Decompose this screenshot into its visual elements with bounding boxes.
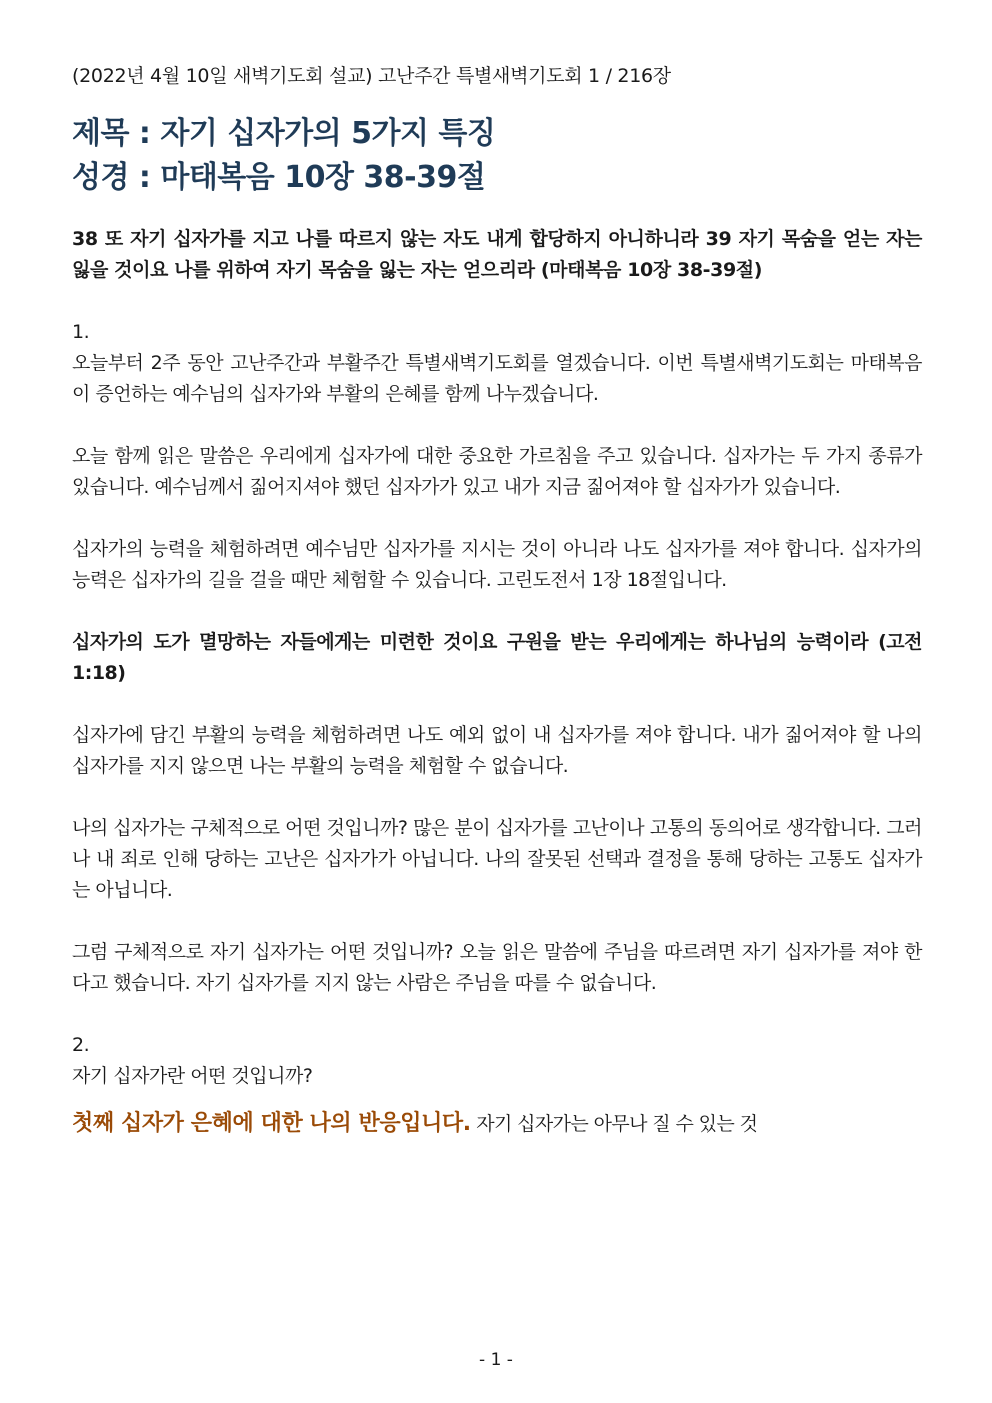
scripture-text: 38 또 자기 십자가를 지고 나를 따르지 않는 자도 내게 합당하지 아니하니라 39 자기 목숨을 얻는 자는 잃을 것이요 나를 위하여 자기 목숨을 잃는 자는 얻으리라 (마태복음 10장 38-39절) — [72, 228, 922, 281]
scripture-reference: 성경 : 마태복음 10장 38-39절 — [72, 160, 486, 195]
section-2-block — [72, 1030, 922, 1092]
first-point-heading: 첫째 십자가 은혜에 대한 나의 반응입니다. — [72, 1111, 471, 1136]
sermon-page — [72, 62, 922, 1142]
paragraph: 십자가에 담긴 부활의 능력을 체험하려면 나도 예외 없이 내 십자가를 져야 합니다. 내가 짊어져야 할 나의 십자가를 지지 않으면 나는 부활의 능력을 체험할 수 없습니다. — [72, 724, 922, 777]
paragraph: 십자가의 능력을 체험하려면 예수님만 십자가를 지시는 것이 아니라 나도 십자가를 져야 합니다. 십자가의 능력은 십자가의 길을 걸을 때만 체험할 수 있습니다. 고린도전서 1장 18절입니다. — [72, 538, 922, 591]
bible-quote: 십자가의 도가 멸망하는 자들에게는 미련한 것이요 구원을 받는 우리에게는 하나님의 능력이라 (고전 1:18) — [72, 631, 922, 684]
spacer — [72, 782, 922, 813]
spacer — [72, 503, 922, 534]
spacer — [72, 689, 922, 720]
sermon-header: (2022년 4월 10일 새벽기도회 설교) 고난주간 특별새벽기도회 1 / 216장 — [72, 65, 671, 87]
section-number: 2. — [72, 1034, 90, 1056]
paragraph: 나의 십자가는 구체적으로 어떤 것입니까? 많은 분이 십자가를 고난이나 고통의 동의어로 생각합니다. 그러나 내 죄로 인해 당하는 고난은 십자가가 아닙니다. 나의 잘못된 선택과 결정을 통해 당하는 고통도 십자가는 아닙니다. — [72, 817, 922, 901]
spacer — [72, 906, 922, 937]
page-number: - 1 - — [479, 1350, 513, 1370]
spacer — [72, 596, 922, 627]
paragraph: 그럼 구체적으로 자기 십자가는 어떤 것입니까? 오늘 읽은 말씀에 주님을 따르려면 자기 십자가를 져야 한다고 했습니다. 자기 십자가를 지지 않는 사람은 주님을 따를 수 없습니다. — [72, 941, 922, 994]
spacer — [72, 286, 922, 317]
section-question: 자기 십자가란 어떤 것입니까? — [72, 1065, 313, 1087]
spacer — [72, 999, 922, 1030]
spacer — [72, 410, 922, 441]
paragraph: 오늘부터 2주 동안 고난주간과 부활주간 특별새벽기도회를 열겠습니다. 이번 특별새벽기도회는 마태복음이 증언하는 예수님의 십자가와 부활의 은혜를 함께 나누겠습니다. — [72, 352, 922, 405]
paragraph: 오늘 함께 읽은 말씀은 우리에게 십자가에 대한 중요한 가르침을 주고 있습니다. 십자가는 두 가지 종류가 있습니다. 예수님께서 짊어지셔야 했던 십자가가 있고 내가 지금 짊어져야 할 십자가가 있습니다. — [72, 445, 922, 498]
first-point-text: 자기 십자가는 아무나 질 수 있는 것 — [470, 1113, 758, 1135]
section-number: 1. — [72, 321, 90, 343]
first-point-line — [72, 1106, 922, 1142]
sermon-title: 제목 : 자기 십자가의 5가지 특징 — [72, 116, 496, 151]
section-1-block — [72, 317, 922, 410]
